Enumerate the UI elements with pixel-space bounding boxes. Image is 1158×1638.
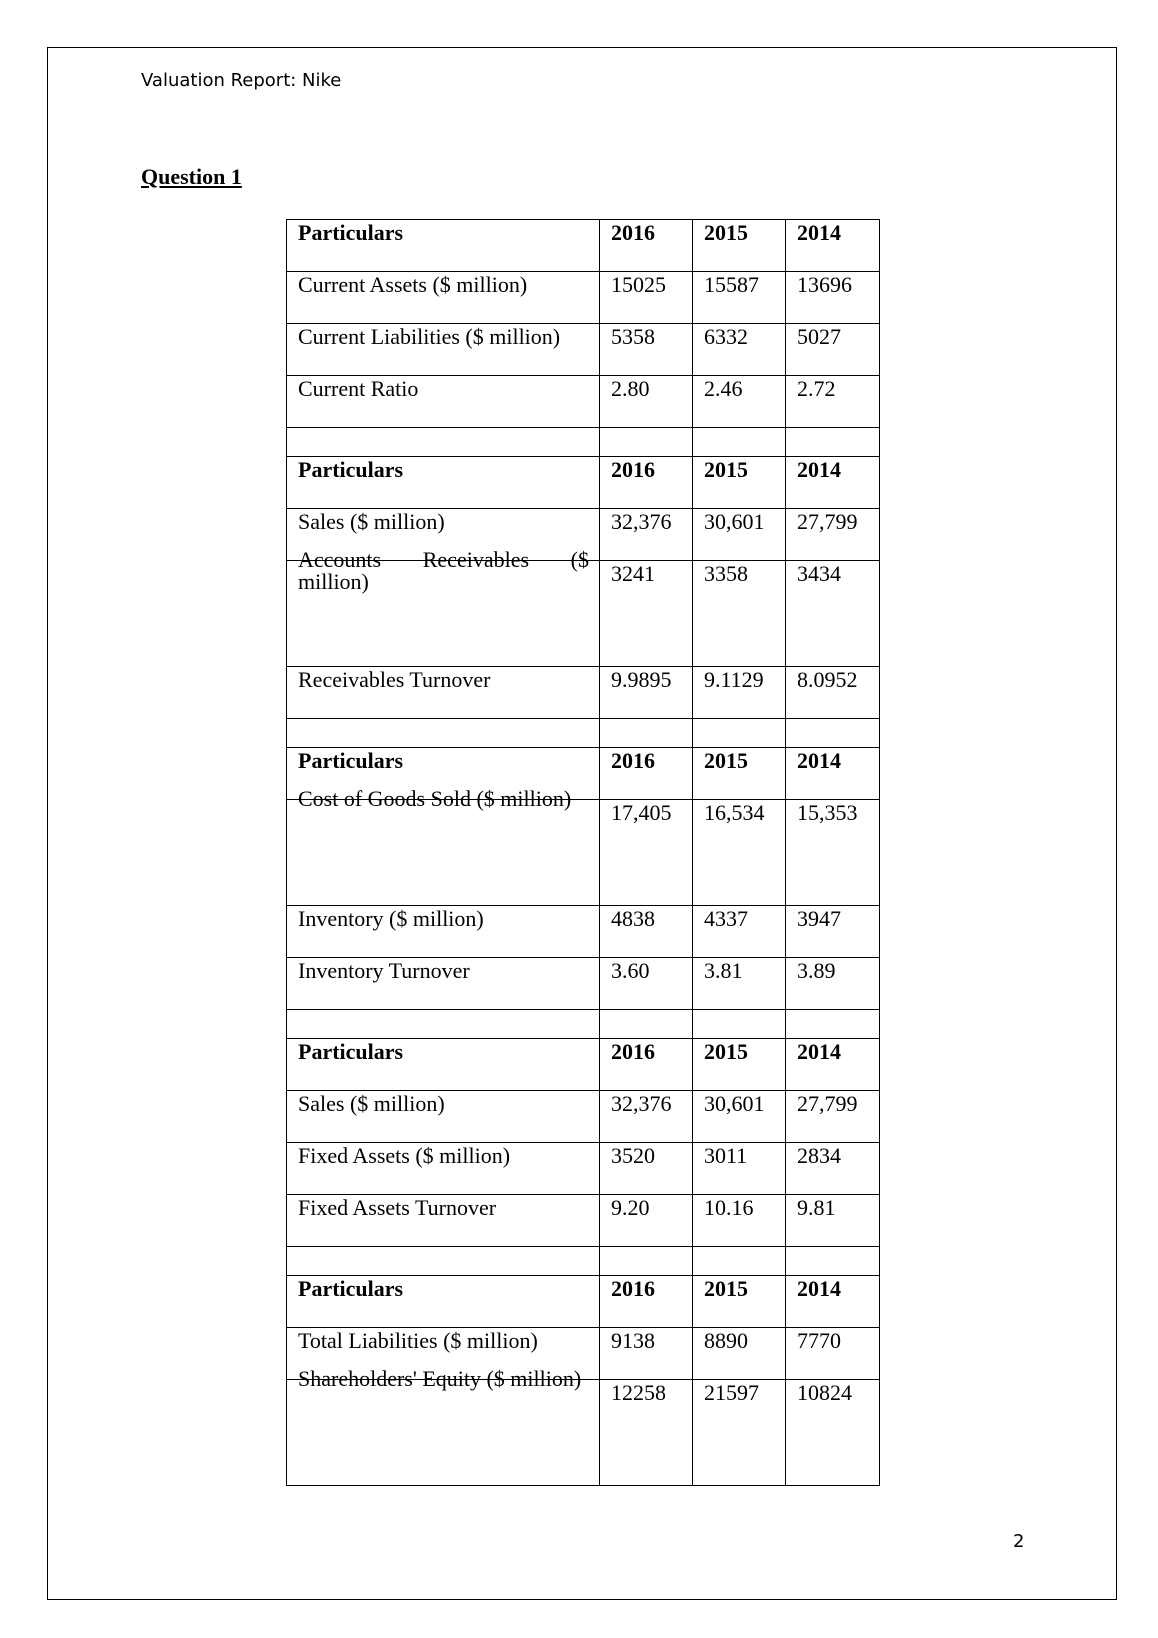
header-cell: 2015 [693, 748, 786, 800]
cell-value: 10824 [786, 1380, 880, 1486]
cell-value: 15025 [600, 272, 693, 324]
table-row [287, 1380, 880, 1486]
cell-value: 8890 [693, 1328, 786, 1380]
header-cell: 2014 [786, 748, 880, 800]
row-label: Current Assets ($ million) [287, 272, 600, 324]
cell-value: 9.9895 [600, 667, 693, 719]
header-cell: 2015 [693, 1276, 786, 1328]
cell-value: 12258 [600, 1380, 693, 1486]
header-cell: 2014 [786, 220, 880, 272]
row-label: Fixed Assets Turnover [287, 1195, 600, 1247]
cell-value: 10.16 [693, 1195, 786, 1247]
header-cell: 2016 [600, 1039, 693, 1091]
cell-value: 30,601 [693, 509, 786, 561]
cell-value: 17,405 [600, 800, 693, 906]
header-cell: 2014 [786, 1039, 880, 1091]
cell-value: 7770 [786, 1328, 880, 1380]
header-cell: Particulars [287, 457, 600, 509]
page-number: 2 [1013, 1531, 1025, 1552]
spacer-row [287, 719, 880, 748]
cell-value: 2.72 [786, 376, 880, 428]
cell-value: 3241 [600, 561, 693, 667]
row-label [287, 786, 600, 906]
table-row [287, 272, 880, 324]
cell-value: 32,376 [600, 509, 693, 561]
cell-value: 9.81 [786, 1195, 880, 1247]
cell-value: 15587 [693, 272, 786, 324]
cell-value: 5358 [600, 324, 693, 376]
cell-value: 4838 [600, 906, 693, 958]
table-row [287, 958, 880, 1010]
spacer-row [287, 428, 880, 457]
header-cell: 2015 [693, 220, 786, 272]
cell-value: 9.20 [600, 1195, 693, 1247]
row-label: Total Liabilities ($ million) [287, 1328, 600, 1380]
row-label [287, 1366, 600, 1486]
row-label-text: Cost of Goods Sold ($ million) [298, 786, 572, 811]
cell-value: 2.46 [693, 376, 786, 428]
question-title: Question 1 [141, 164, 242, 189]
cell-value: 30,601 [693, 1091, 786, 1143]
table-row [287, 667, 880, 719]
cell-value: 3434 [786, 561, 880, 667]
cell-value: 27,799 [786, 1091, 880, 1143]
row-label-text: Accounts Receivables ($ million) [298, 547, 589, 594]
table-header-row [287, 457, 880, 509]
header-cell: 2014 [786, 1276, 880, 1328]
row-label: Sales ($ million) [287, 1091, 600, 1143]
row-label: Current Liabilities ($ million) [287, 324, 600, 376]
row-label: Current Ratio [287, 376, 600, 428]
cell-value: 3011 [693, 1143, 786, 1195]
table-header-row [287, 220, 880, 272]
cell-value: 3358 [693, 561, 786, 667]
row-label: Inventory Turnover [287, 958, 600, 1010]
cell-value: 5027 [786, 324, 880, 376]
cell-value: 8.0952 [786, 667, 880, 719]
cell-value: 9138 [600, 1328, 693, 1380]
cell-value: 3520 [600, 1143, 693, 1195]
cell-value: 13696 [786, 272, 880, 324]
header-cell: Particulars [287, 1039, 600, 1091]
row-label-text: Shareholders' Equity ($ million) [298, 1366, 582, 1391]
header-cell: 2016 [600, 220, 693, 272]
cell-value: 3947 [786, 906, 880, 958]
cell-value: 4337 [693, 906, 786, 958]
header-cell: 2016 [600, 1276, 693, 1328]
row-label: Receivables Turnover [287, 667, 600, 719]
header-cell: Particulars [287, 748, 600, 800]
table-row [287, 800, 880, 906]
table-row [287, 1143, 880, 1195]
header-cell: Particulars [287, 220, 600, 272]
header-cell: 2015 [693, 457, 786, 509]
running-header: Valuation Report: Nike [141, 70, 342, 91]
cell-value: 15,353 [786, 800, 880, 906]
header-cell: 2016 [600, 748, 693, 800]
header-cell: 2014 [786, 457, 880, 509]
cell-value: 3.81 [693, 958, 786, 1010]
row-label: Fixed Assets ($ million) [287, 1143, 600, 1195]
table-row [287, 376, 880, 428]
table-row [287, 324, 880, 376]
row-label: Inventory ($ million) [287, 906, 600, 958]
cell-value: 16,534 [693, 800, 786, 906]
spacer-row [287, 1010, 880, 1039]
table-row [287, 561, 880, 667]
cell-value: 2834 [786, 1143, 880, 1195]
header-cell: 2016 [600, 457, 693, 509]
cell-value: 2.80 [600, 376, 693, 428]
financial-ratios-table [286, 219, 880, 1486]
cell-value: 9.1129 [693, 667, 786, 719]
cell-value: 6332 [693, 324, 786, 376]
table-header-row [287, 1276, 880, 1328]
table-row [287, 906, 880, 958]
table-row [287, 1091, 880, 1143]
header-cell: 2015 [693, 1039, 786, 1091]
table-row [287, 1195, 880, 1247]
header-cell: Particulars [287, 1276, 600, 1328]
cell-value: 3.89 [786, 958, 880, 1010]
spacer-row [287, 1247, 880, 1276]
cell-value: 21597 [693, 1380, 786, 1486]
row-label [287, 547, 600, 667]
row-label: Sales ($ million) [287, 509, 600, 561]
cell-value: 32,376 [600, 1091, 693, 1143]
table-header-row [287, 1039, 880, 1091]
cell-value: 3.60 [600, 958, 693, 1010]
cell-value: 27,799 [786, 509, 880, 561]
